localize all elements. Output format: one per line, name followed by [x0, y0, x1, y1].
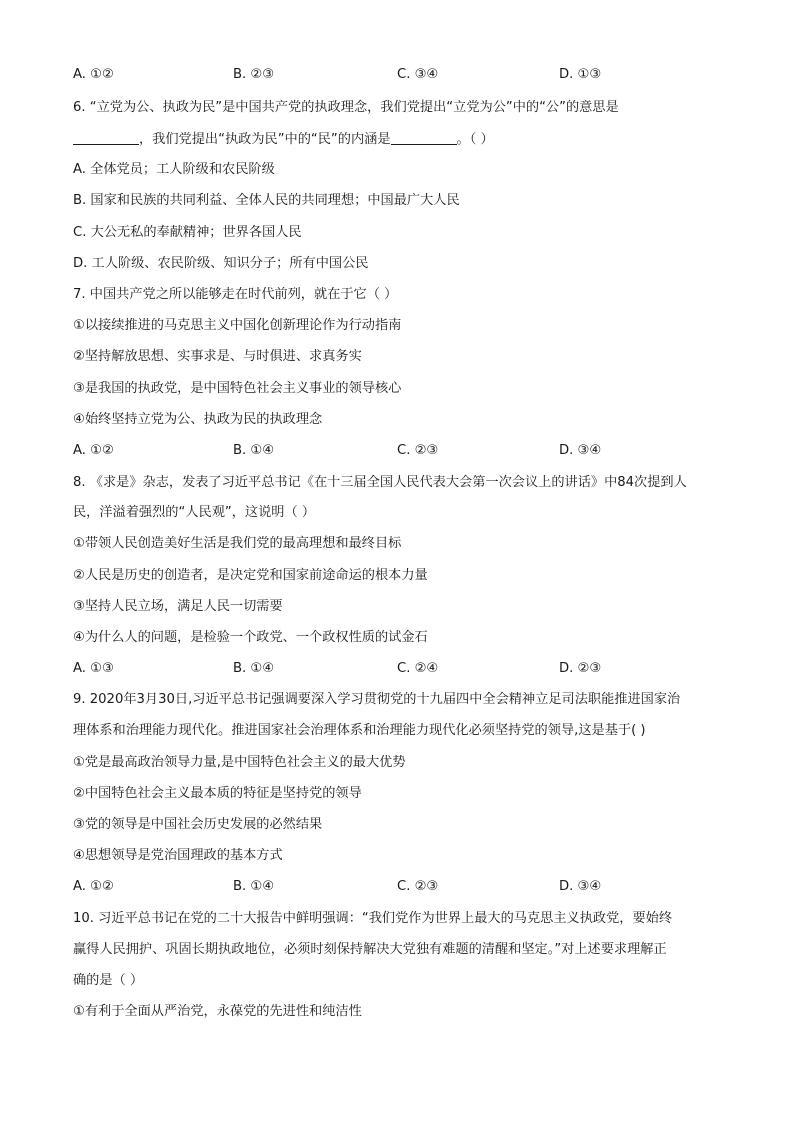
q8-option-d[interactable]: D. ②③ [559, 661, 602, 676]
q7-item-1: ①以接续推进的马克思主义中国化创新理论作为行动指南 [73, 318, 402, 333]
q6-answer-blank-1[interactable] [73, 130, 139, 145]
q10-stem-line1: 10. 习近平总书记在党的二十大报告中鲜明强调：“我们党作为世界上最大的马克思主义执政党，要始终 [73, 911, 673, 926]
q8-item-4: ④为什么人的问题，是检验一个政党、一个政权性质的试金石 [73, 630, 428, 645]
q8-item-3: ③坚持人民立场，满足人民一切需要 [73, 599, 283, 614]
q7-item-4: ④始终坚持立党为公、执政为民的执政理念 [73, 412, 323, 427]
q8-stem-line1: 8. 《求是》杂志，发表了习近平总书记《在十三届全国人民代表大会第一次会议上的讲话》中84次提到人 [73, 475, 687, 490]
q10-stem-line2: 赢得人民拥护、巩固长期执政地位，必须时刻保持解决大党独有难题的清醒和坚定。”对上述要求理解正 [73, 942, 667, 957]
q8-stem-line2: 民，洋溢着强烈的“人民观”，这说明（ ） [73, 505, 316, 520]
q9-item-3: ③党的领导是中国社会历史发展的必然结果 [73, 817, 323, 832]
q5-option-c[interactable]: C. ③④ [397, 67, 439, 82]
q7-item-3: ③是我国的执政党，是中国特色社会主义事业的领导核心 [73, 381, 402, 396]
q7-option-d[interactable]: D. ③④ [559, 443, 602, 458]
q9-option-c[interactable]: C. ②③ [397, 879, 439, 894]
q6-stem-line2-text: ，我们党提出“执政为民”中的“民”的内涵是 [139, 132, 391, 147]
q9-option-b[interactable]: B. ①④ [233, 879, 275, 894]
q10-item-1: ①有利于全面从严治党，永葆党的先进性和纯洁性 [73, 1004, 362, 1019]
q9-item-1: ①党是最高政治领导力量,是中国特色社会主义的最大优势 [73, 755, 406, 770]
q7-stem: 7. 中国共产党之所以能够走在时代前列，就在于它（ ） [73, 287, 398, 302]
q9-option-a[interactable]: A. ①② [73, 879, 114, 894]
q5-option-b[interactable]: B. ②③ [233, 67, 275, 82]
q8-option-c[interactable]: C. ②④ [397, 661, 439, 676]
q6-option-c[interactable]: C. 大公无私的奉献精神；世界各国人民 [73, 225, 302, 240]
q6-option-b[interactable]: B. 国家和民族的共同利益、全体人民的共同理想；中国最广大人民 [73, 193, 460, 208]
q7-option-c[interactable]: C. ②③ [397, 443, 439, 458]
q6-stem-line1: 6. “立党为公、执政为民”是中国共产党的执政理念，我们党提出“立党为公”中的“公”的意思是 [73, 100, 619, 115]
q6-option-a[interactable]: A. 全体党员；工人阶级和农民阶级 [73, 162, 275, 177]
q8-option-b[interactable]: B. ①④ [233, 661, 275, 676]
q7-option-b[interactable]: B. ①④ [233, 443, 275, 458]
q6-stem-line2-end: 。（ ） [456, 132, 494, 147]
q10-stem-line3: 确的是（ ） [73, 973, 144, 988]
q6-answer-blank-2[interactable] [391, 130, 457, 145]
q8-option-a[interactable]: A. ①③ [73, 661, 114, 676]
q9-item-2: ②中国特色社会主义最本质的特征是坚持党的领导 [73, 786, 362, 801]
q7-item-2: ②坚持解放思想、实事求是、与时俱进、求真务实 [73, 349, 362, 364]
q8-item-1: ①带领人民创造美好生活是我们党的最高理想和最终目标 [73, 536, 402, 551]
q6-stem-line2 [73, 130, 494, 149]
q9-item-4: ④思想领导是党治国理政的基本方式 [73, 848, 283, 863]
q9-stem-line1: 9. 2020年3月30日,习近平总书记强调要深入学习贯彻党的十九届四中全会精神立足司法职能推进国家治 [73, 692, 681, 707]
q9-option-d[interactable]: D. ③④ [559, 879, 602, 894]
q9-stem-line2: 理体系和治理能力现代化。推进国家社会治理体系和治理能力现代化必须坚持党的领导,这是基于( ) [73, 723, 646, 738]
q5-option-a[interactable]: A. ①② [73, 67, 114, 82]
q5-option-d[interactable]: D. ①③ [559, 67, 602, 82]
q8-item-2: ②人民是历史的创造者，是决定党和国家前途命运的根本力量 [73, 568, 428, 583]
q7-option-a[interactable]: A. ①② [73, 443, 114, 458]
q6-option-d[interactable]: D. 工人阶级、农民阶级、知识分子；所有中国公民 [73, 256, 369, 271]
